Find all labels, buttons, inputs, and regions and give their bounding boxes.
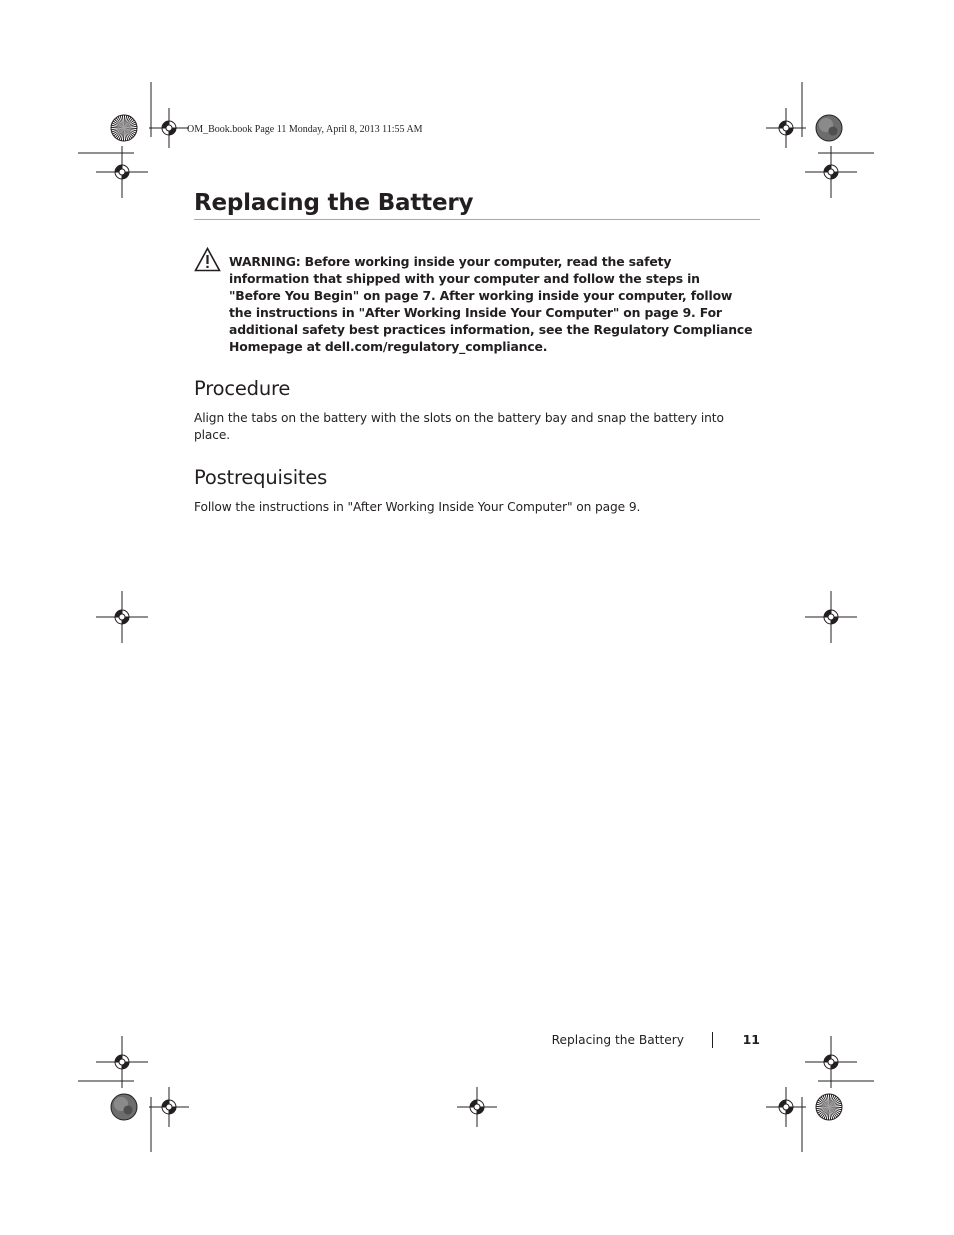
slug-line: OM_Book.book Page 11 Monday, April 8, 2013 11:55 AM: [187, 124, 423, 135]
procedure-text: Align the tabs on the battery with the slots on the battery bay and snap the battery into place.: [194, 411, 724, 442]
registration-target-center: [828, 1059, 834, 1065]
registration-target-center: [119, 614, 125, 620]
page-number: 11: [742, 1032, 760, 1047]
mottled-dot-shade: [828, 126, 837, 135]
mottled-dot-shade: [123, 1105, 132, 1114]
registration-target-center: [783, 125, 789, 131]
registration-target-center: [166, 125, 172, 131]
postrequisites-text: Follow the instructions in "After Working Inside Your Computer" on page 9.: [194, 500, 641, 514]
registration-target-center: [119, 1059, 125, 1065]
page-title: Replacing the Battery: [194, 190, 760, 220]
warning-triangle-icon: [194, 247, 221, 272]
registration-target-center: [166, 1104, 172, 1110]
footer-section-label: Replacing the Battery: [551, 1033, 684, 1047]
warning-text: WARNING: Before working inside your computer, read the safety information that shipped with your computer and follow the steps in "Before You Begin" on page 7. After working inside your computer, follow the instructions in "After Working Inside Your Computer" on page 9. For additional safety best practices information, see the Regulatory Compliance Homepage at dell.com/regulatory_compliance.: [229, 254, 753, 354]
registration-target-center: [783, 1104, 789, 1110]
registration-target-center: [474, 1104, 480, 1110]
footer-separator: [712, 1032, 713, 1048]
registration-target-center: [828, 614, 834, 620]
registration-target-center: [828, 169, 834, 175]
registration-target-center: [119, 169, 125, 175]
procedure-heading: Procedure: [194, 377, 291, 400]
postrequisites-heading: Postrequisites: [194, 466, 328, 489]
